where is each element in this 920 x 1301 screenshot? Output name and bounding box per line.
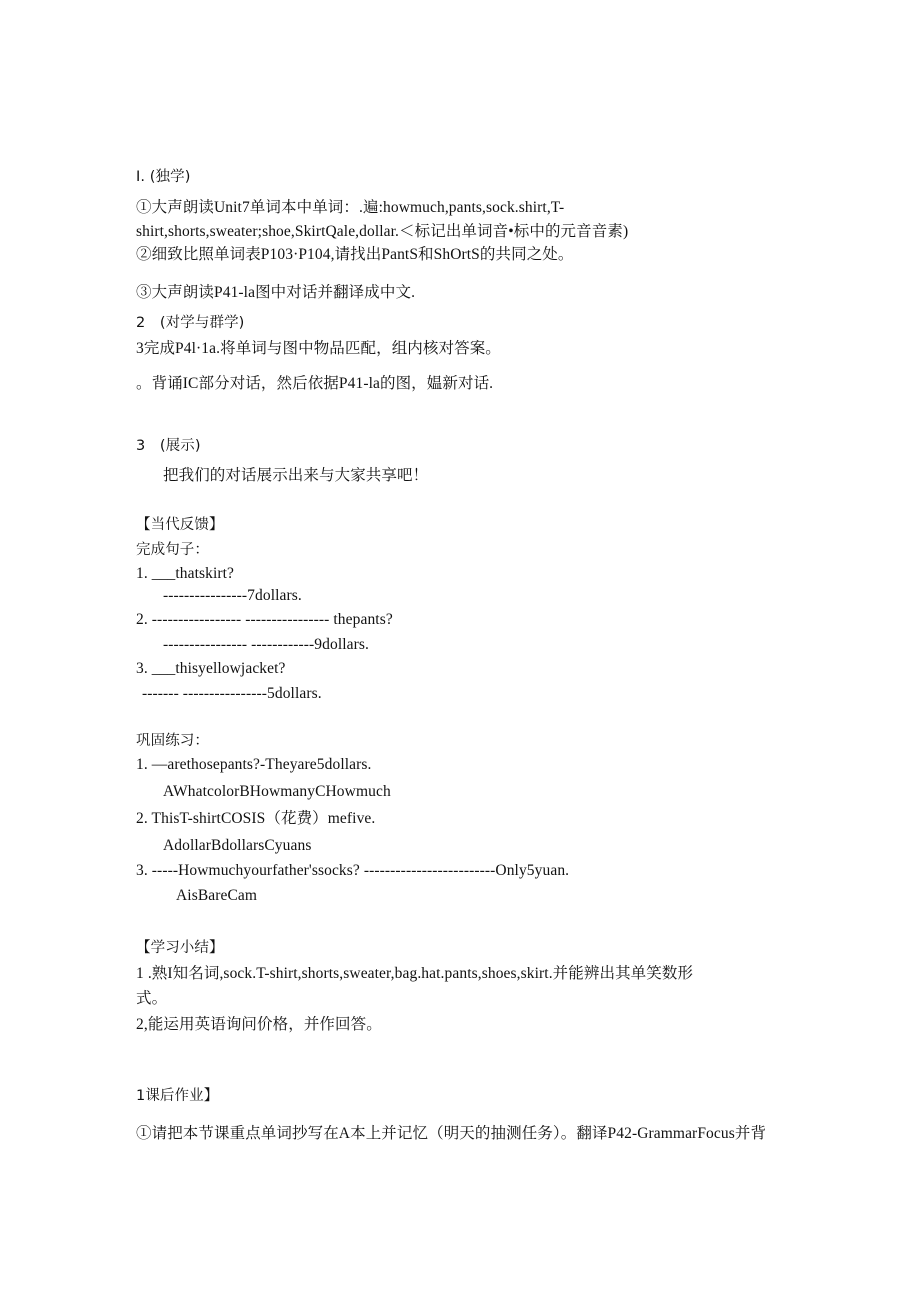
section3-heading: 3 (展示)	[136, 438, 201, 454]
section1-item3: ③大声朗读P41-la图中对话并翻译成中文.	[136, 284, 416, 301]
practice-question-1: 1. —arethosepants?-Theyare5dollars.	[136, 756, 372, 773]
practice-options-3: AisBareCam	[176, 887, 258, 904]
homework-item1: ①请把本节课重点单词抄写在A本上并记忆（明天的抽测任务）。翻译P42-GrammarFocus并背	[136, 1125, 767, 1142]
feedback-answer-2: ---------------- ------------9dollars.	[163, 636, 370, 653]
section1-item2: ②细致比照单词表P103·P104,请找出PantS和ShOrtS的共同之处。	[136, 246, 574, 263]
feedback-instruction: 完成句子：	[136, 542, 209, 558]
summary-item1-line2: 式。	[136, 990, 168, 1007]
practice-question-3: 3. -----Howmuchyourfather'ssocks? -------------------------Only5yuan.	[136, 862, 570, 879]
practice-options-1: AWhatcolorBHowmanyCHowmuch	[163, 783, 391, 800]
feedback-question-2: 2. ----------------- ---------------- thepants?	[136, 611, 393, 628]
section1-item1-line2: shirt,shorts,sweater;shoe,SkirtQale,dollar.＜标记出单词音•标中的元音音素)	[136, 223, 629, 240]
feedback-answer-3: ------- ----------------5dollars.	[142, 685, 322, 702]
summary-item2: 2,能运用英语询问价格，并作回答。	[136, 1016, 382, 1033]
feedback-heading: 【当代反馈】	[136, 517, 224, 533]
section3-item1: 把我们的对话展示出来与大家共享吧！	[163, 467, 429, 484]
feedback-question-1: 1. ___thatskirt?	[136, 565, 235, 582]
practice-heading: 巩固练习：	[136, 733, 209, 749]
feedback-question-3: 3. ___thisyellowjacket?	[136, 660, 286, 677]
summary-heading: 【学习小结】	[136, 940, 224, 956]
section2-heading: 2 (对学与群学)	[136, 315, 245, 331]
practice-question-2: 2. ThisT-shirtCOSIS（花费）mefive.	[136, 810, 376, 827]
section2-item1: 3完成P4l·1a.将单词与图中物品匹配，组内核对答案。	[136, 340, 501, 357]
practice-options-2: AdollarBdollarsCyuans	[163, 837, 312, 854]
feedback-answer-1: ----------------7dollars.	[163, 587, 302, 604]
section1-heading: I. (独学)	[136, 169, 191, 185]
section1-item1-line1: ①大声朗读Unit7单词本中单词：.遍:howmuch,pants,sock.shirt,T-	[136, 199, 565, 216]
homework-heading: 1课后作业】	[136, 1088, 219, 1104]
section2-item2: 。背诵IC部分对话，然后依据P41-la的图，媪新对话.	[136, 375, 494, 392]
summary-item1-line1: 1 .熟I知名词,sock.T-shirt,shorts,sweater,bag.hat.pants,shoes,skirt.并能辨出其单笑数形	[136, 965, 694, 982]
